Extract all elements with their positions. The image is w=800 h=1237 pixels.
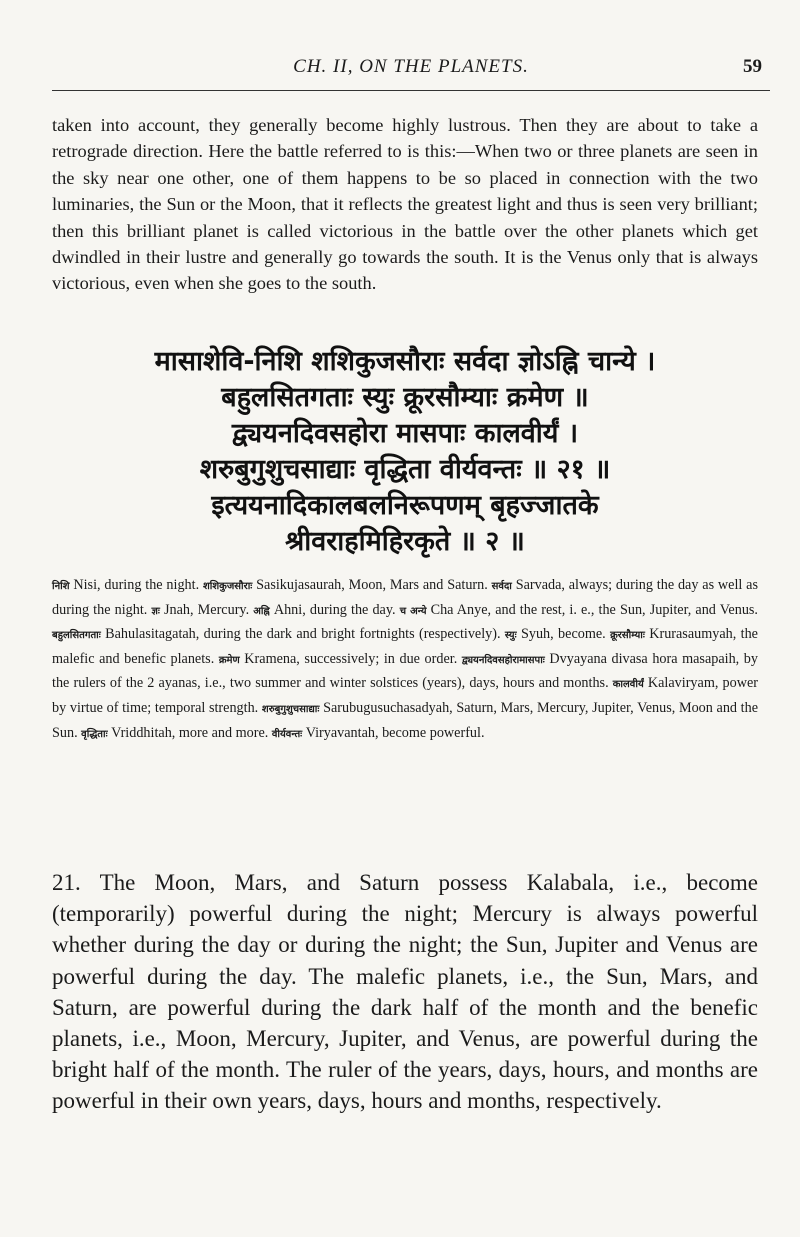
gloss-term: बहुलसितगताः [52,630,101,642]
page-number: 59 [743,56,762,77]
gloss-meaning: Vriddhitah, more and more. [107,724,272,741]
gloss-meaning: Dvyayana divasa hora masapaih, by the rulers of the 2 ayanas, i.e., two summer and winter solstices (years), days, hours and months. [52,650,758,692]
verse-line: श्रीवराहमिहिरकृते ॥ २ ॥ [285,526,525,557]
gloss-term: च अन्ये [399,605,427,617]
verse-line: मासाशेवि-निशि शशिकुजसौराः सर्वदा ज्ञोऽह्नि चान्ये । [154,346,656,377]
gloss-term: क्रूरसौम्याः [610,630,645,642]
gloss-term: ज्ञः [151,605,160,617]
sanskrit-verse [52,344,758,560]
gloss-term: क्रमेण [218,654,240,666]
header-rule [52,90,770,91]
gloss-term: शशिकुजसौराः [202,581,253,592]
verse-translation: 21. The Moon, Mars, and Saturn possess Kalabala, i.e., become (temporarily) powerful during the night; Mercury is always powerful whether during the day or during the night; the Sun, Jupiter and Venus are powerful during the day. The malefic planets, i.e., the Sun, Mars, and Saturn, are powerful during the dark half of the month and the benefic planets, i.e., Moon, Mercury, Jupiter, and Venus, are powerful during the bright half of the month. The ruler of the years, days, hours, and months are powerful in their own years, days, hours and months, respectively. [52,870,758,1114]
gloss-meaning: Sarubugusuchasadyah, Saturn, Mars, Mercury, Jupiter, Venus, Moon and the Sun. [52,699,759,741]
gloss-meaning: Ahni, during the day. [269,601,400,618]
gloss-term: सर्वदा [491,581,512,592]
gloss-term: निशि [52,581,70,592]
gloss-term: वीर्यवन्तः [271,728,303,740]
verse-line: शरुबुगुशुचसाद्याः वृद्धिता वीर्यवन्तः ॥ २१ ॥ [199,454,611,485]
gloss-meaning: Sarvada, always; during the day as well as during the night. [52,577,758,618]
gloss-meaning: Jnah, Mercury. [159,601,254,618]
gloss-term: शरुबुगुशुचसाद्याः [261,703,320,715]
verse-line: द्व्ययनदिवसहोरा मासपाः कालवीर्यं । [231,418,579,449]
gloss-term: कालवीर्यं [612,679,644,691]
gloss-meaning: Syuh, become. [516,626,611,643]
word-gloss [52,574,758,746]
page-header [52,56,770,92]
gloss-term: स्युः [504,630,517,642]
gloss-meaning: Kalaviryam, power by virtue of time; temporal strength. [52,675,758,716]
gloss-meaning: Bahulasitagatah, during the dark and bright fortnights (respectively). [100,626,505,643]
intro-paragraph: taken into account, they generally become highly lustrous. Then they are about to take a retrograde direction. Here the battle referred to is this:—When two or three planets are seen in the sky near one other, one of them happens to be so placed in connection with the two luminaries, the Sun or the Moon, that it reflects the greatest light and thus is seen very brilliant; then this brilliant planet is called victorious in the battle over the other planets which get dwindled in their lustre and generally go towards the south. It is the Venus only that is always victorious, even when she goes to the south. [52,115,758,294]
gloss-meaning: Kramena, successively; in due order. [239,650,462,667]
verse-line: बहुलसितगताः स्युः क्रूरसौम्याः क्रमेण ॥ [221,382,589,413]
gloss-meaning: Viryavantah, become powerful. [302,724,485,741]
gloss-meaning: Cha Anye, and the rest, i. e., the Sun, Jupiter, and Venus. [426,601,758,618]
gloss-term: वृद्धिताः [81,728,108,740]
gloss-term: अह्नि [253,605,270,617]
gloss-meaning: Nisi, during the night. [69,577,203,593]
gloss-term: द्व्ययनदिवसहोरामासपाः [461,654,545,666]
gloss-meaning: Krurasaumyah, the malefic and benefic planets. [52,626,758,667]
verse-line: इत्ययनादिकालबलनिरूपणम् बृहज्जातके [211,490,599,521]
running-head: CH. II, ON THE PLANETS. [293,56,529,77]
gloss-meaning: Sasikujasaurah, Moon, Mars and Saturn. [252,577,492,593]
